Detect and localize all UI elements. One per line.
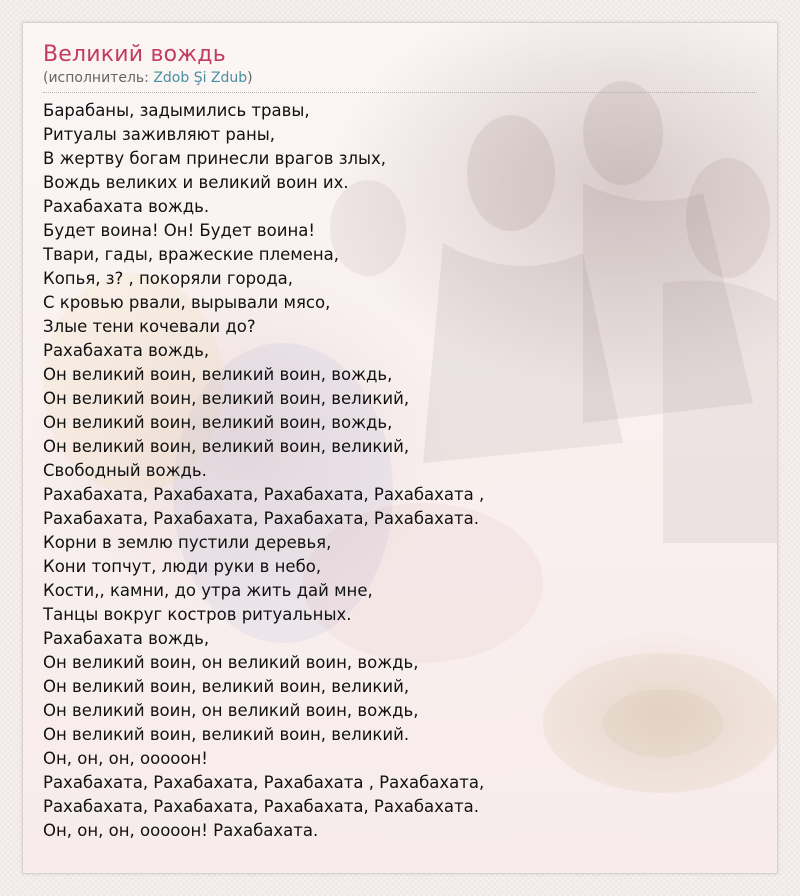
lyric-line: Будет воина! Он! Будет воина! [43, 221, 315, 240]
lyric-line: Танцы вокруг костров ритуальных. [43, 605, 352, 624]
lyric-line: Кости,, камни, до утра жить дай мне, [43, 581, 373, 600]
lyric-line: Твари, гады, вражеские племена, [43, 245, 340, 264]
artist-line [43, 69, 757, 93]
lyric-line: Вождь великих и великий воин их. [43, 173, 349, 192]
lyric-line: Ритуалы заживляют раны, [43, 125, 276, 144]
lyric-line: Он великий воин, он великий воин, вождь, [43, 653, 419, 672]
lyric-line: Он великий воин, он великий воин, вождь, [43, 701, 419, 720]
lyric-line: Корни в землю пустили деревья, [43, 533, 332, 552]
lyric-line: Он великий воин, великий воин, великий. [43, 725, 410, 744]
lyric-line: Свободный вождь. [43, 461, 207, 480]
artist-link[interactable]: Zdob Şi Zdub [153, 70, 248, 86]
lyric-line: В жертву богам принесли врагов злых, [43, 149, 387, 168]
lyric-line: Он великий воин, великий воин, великий, [43, 677, 410, 696]
artist-suffix: ) [247, 70, 253, 86]
lyric-line: Барабаны, задымились травы, [43, 101, 310, 120]
lyric-line: С кровью рвали, вырывали мясо, [43, 293, 331, 312]
lyric-line: Рахабахата вождь. [43, 197, 210, 216]
lyrics-card [22, 22, 778, 874]
lyric-line: Рахабахата, Рахабахата, Рахабахата, Рахабахата , [43, 485, 485, 504]
lyric-line: Кони топчут, люди руки в небо, [43, 557, 322, 576]
lyric-line: Он великий воин, великий воин, великий, [43, 389, 410, 408]
lyric-line: Он великий воин, великий воин, вождь, [43, 413, 393, 432]
lyric-line: Копья, з? , покоряли города, [43, 269, 293, 288]
lyric-line: Рахабахата, Рахабахата, Рахабахата, Рахабахата. [43, 509, 480, 528]
lyric-line: Рахабахата вождь, [43, 629, 210, 648]
lyric-line: Рахабахата, Рахабахата, Рахабахата, Рахабахата. [43, 797, 480, 816]
lyrics-text [43, 99, 777, 843]
song-title: Великий вождь [43, 42, 226, 67]
lyric-line: Рахабахата, Рахабахата, Рахабахата , Рахабахата, [43, 773, 485, 792]
artist-prefix: (исполнитель: [43, 70, 154, 86]
lyric-line: Рахабахата вождь, [43, 341, 210, 360]
lyric-line: Он, он, он, оооoон! [43, 749, 208, 768]
lyric-line: Злые тени кочевали до? [43, 317, 256, 336]
lyric-line: Он, он, он, оооoон! Рахабахата. [43, 821, 319, 840]
lyric-line: Он великий воин, великий воин, великий, [43, 437, 410, 456]
lyric-line: Он великий воин, великий воин, вождь, [43, 365, 393, 384]
